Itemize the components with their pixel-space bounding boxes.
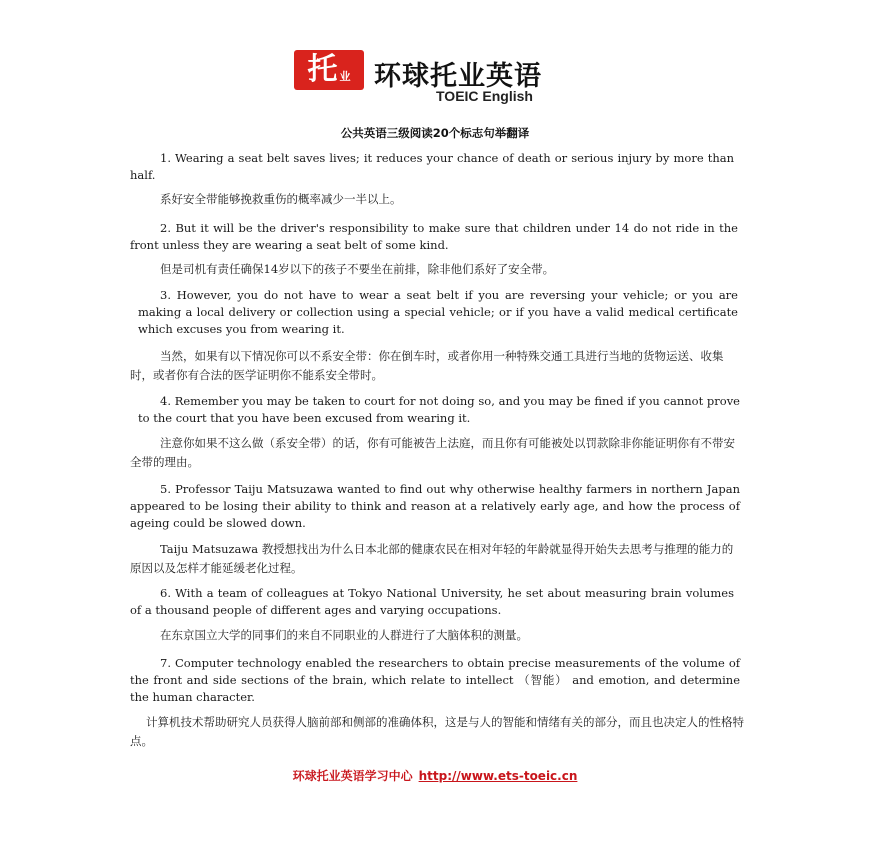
logo-name-en: TOEIC English [436,88,533,104]
sentence-2-en: 2. But it will be the driver's responsibility to make sure that children under 14 do not ride in the front unless they are wearing a seat belt of some kind. [130,221,738,252]
logo-mark-char: 托 [307,52,338,87]
sentence-6-cn: 在东京国立大学的同事们的来自不同职业的人群进行了大脑体积的测量。 [160,628,528,642]
sentence-7-cn: 计算机技术帮助研究人员获得人脑前部和侧部的准确体积，这是与人的智能和情绪有关的部分，而且也决定人的性格特点。 [130,715,744,748]
sentence-1-cn: 系好安全带能够挽救重伤的概率减少一半以上。 [160,192,402,206]
sentence-5-cn: Taiju Matsuzawa 教授想找出为什么日本北部的健康农民在相对年轻的年龄就显得开始失去思考与推理的能力的原因以及怎样才能延缓老化过程。 [130,542,734,575]
logo-mark [294,50,364,90]
sentence-5-en: 5. Professor Taiju Matsuzawa wanted to find out why otherwise healthy farmers in northern Japan appeared to be losing their ability to think and reason at a relatively early age, and how the process of ageing could be slowed down. [130,482,740,530]
sentence-1-en: 1. Wearing a seat belt saves lives; it reduces your chance of death or serious injury by more than half. [130,151,734,182]
logo [294,46,584,108]
sentence-3-en: 3. However, you do not have to wear a seat belt if you are reversing your vehicle; or you are making a local delivery or collection using a special vehicle; or if you have a valid medical certificate which excuses you from wearing it. [138,288,738,336]
sentence-2-cn: 但是司机有责任确保14岁以下的孩子不要坐在前排，除非他们系好了安全带。 [160,262,555,276]
sentence-7-en: 7. Computer technology enabled the researchers to obtain precise measurements of the volume of the front and side sections of the brain, which relate to intellect （智能） and emotion, and determine the human character. [130,656,740,704]
sentence-6-en: 6. With a team of colleagues at Tokyo National University, he set about measuring brain volumes of a thousand people of different ages and varying occupations. [130,586,734,617]
logo-name-cn: 环球托业英语 [374,61,542,92]
sentence-4-cn: 注意你如果不这么做（系安全带）的话，你有可能被告上法庭，而且你有可能被处以罚款除非你能证明你有不带安全带的理由。 [130,436,735,469]
document-title: 公共英语三级阅读20个标志句举翻译 [340,126,530,140]
footer-url-link[interactable]: http://www.ets-toeic.cn [418,769,578,783]
sentence-4-en: 4. Remember you may be taken to court for not doing so, and you may be fined if you cannot prove to the court that you have been excused from wearing it. [138,394,740,425]
logo-mark-small-char: 业 [339,70,351,83]
sentence-3-cn: 当然，如果有以下情况你可以不系安全带：你在倒车时，或者你用一种特殊交通工具进行当地的货物运送、收集时，或者你有合法的医学证明你不能系安全带时。 [130,349,724,382]
footer-label: 环球托业英语学习中心 [292,769,413,783]
footer [0,767,870,784]
